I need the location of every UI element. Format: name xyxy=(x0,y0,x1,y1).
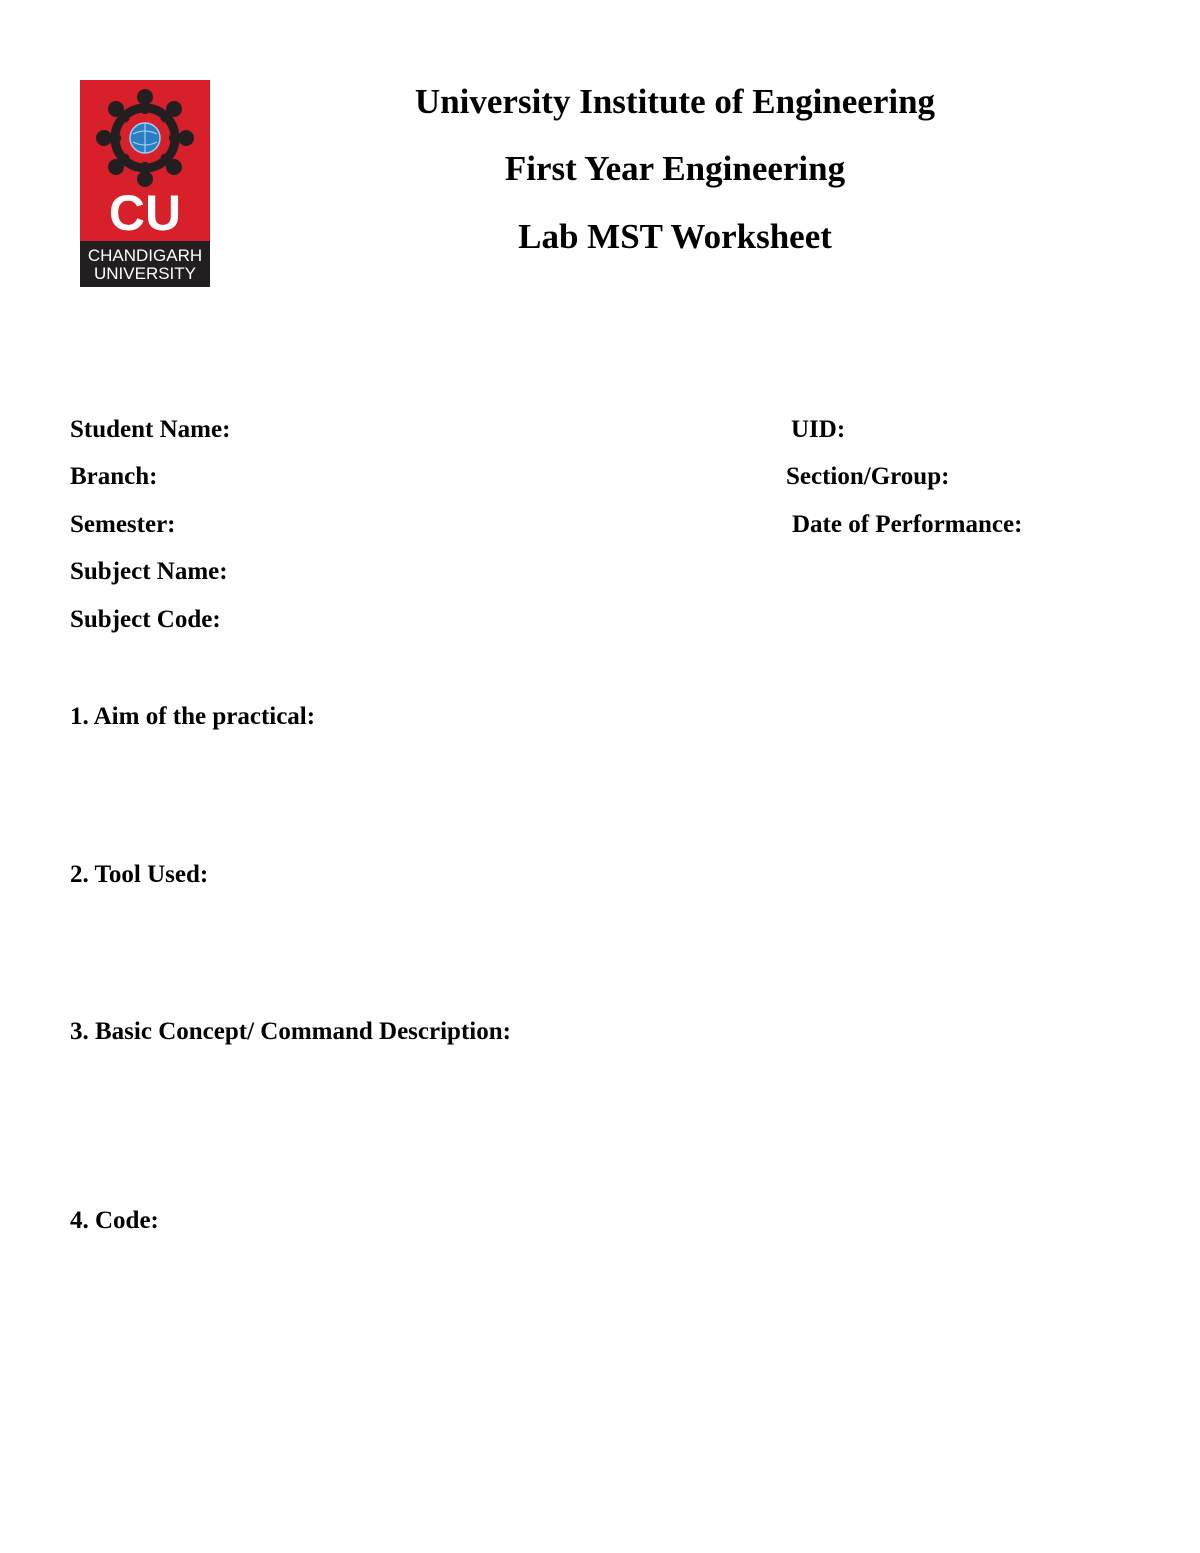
cu-gear-globe-emblem-icon xyxy=(95,88,195,188)
logo-text-chandigarh: CHANDIGARH xyxy=(87,246,203,265)
chandigarh-university-logo xyxy=(80,80,210,287)
subject-name-label: Subject Name: xyxy=(70,558,228,585)
logo-cu-text: CU xyxy=(108,185,182,241)
logo-text-university: UNIVERSITY xyxy=(93,264,197,283)
uid-label: UID: xyxy=(791,416,846,443)
date-of-performance-label: Date of Performance: xyxy=(792,511,1023,538)
program-title: First Year Engineering xyxy=(504,149,846,188)
section-basic-concept-heading: 3. Basic Concept/ Command Description: xyxy=(70,1018,511,1045)
semester-label: Semester: xyxy=(70,511,176,538)
section-group-label: Section/Group: xyxy=(786,463,950,490)
worksheet-title: Lab MST Worksheet xyxy=(518,217,832,256)
branch-label: Branch: xyxy=(70,463,158,490)
section-tool-used-heading: 2. Tool Used: xyxy=(70,861,209,888)
institute-title: University Institute of Engineering xyxy=(414,82,936,121)
section-code-heading: 4. Code: xyxy=(70,1207,159,1234)
section-aim-heading: 1. Aim of the practical: xyxy=(70,703,316,730)
subject-code-label: Subject Code: xyxy=(70,606,221,633)
student-name-label: Student Name: xyxy=(70,416,231,443)
logo-name-band xyxy=(80,241,210,287)
